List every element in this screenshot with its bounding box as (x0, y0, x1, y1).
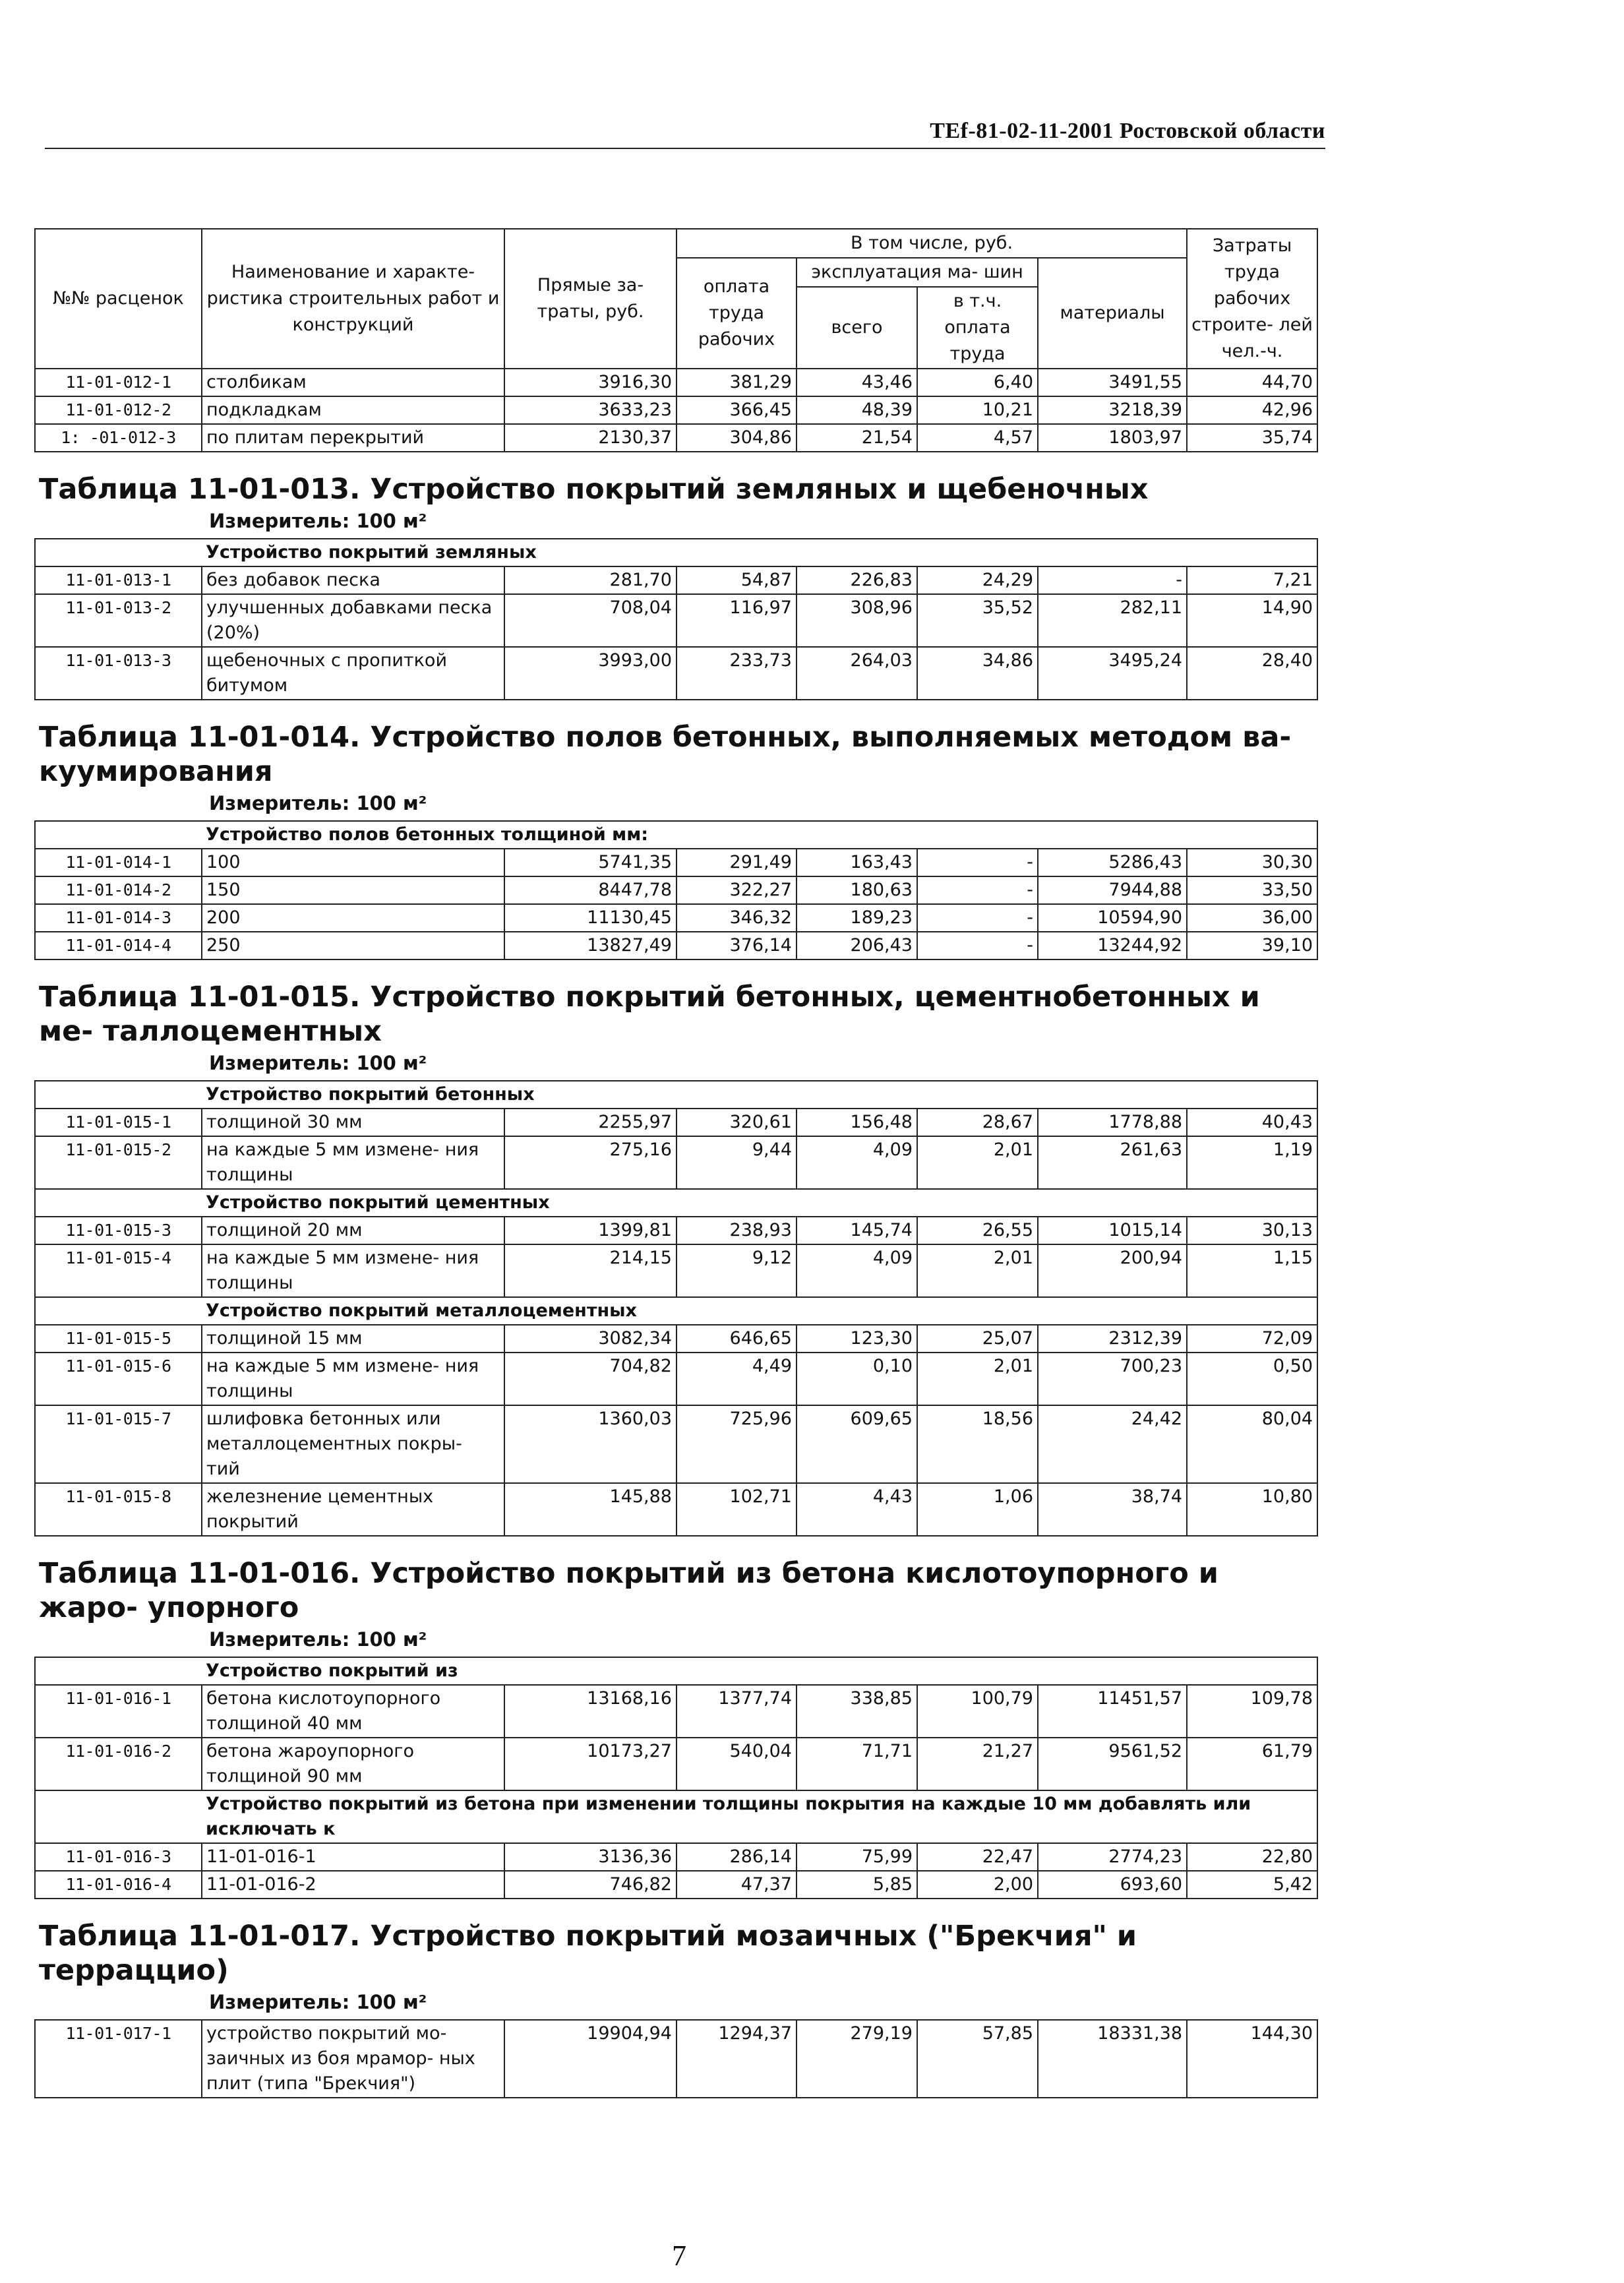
work-name-cell: 150 (202, 876, 504, 904)
machines-labor-cell: 2,01 (917, 1353, 1038, 1405)
labor-cell: 9,12 (677, 1244, 797, 1297)
group-heading-row (35, 1189, 1317, 1217)
work-name-cell: шлифовка бетонных или металлоцементных покры- тий (202, 1405, 504, 1483)
col-machines-labor-header: в т.ч. оплата труда (917, 287, 1038, 369)
group-heading: Устройство покрытий из (202, 1657, 1317, 1685)
rate-code-cell: 11-01-015-1 (35, 1109, 202, 1136)
labor-cost-cell: 30,30 (1187, 849, 1317, 876)
machines-labor-cell: 1,06 (917, 1483, 1038, 1536)
machines-labor-cell: 26,55 (917, 1217, 1038, 1244)
labor-cost-cell: 144,30 (1187, 2020, 1317, 2098)
labor-cost-cell: 109,78 (1187, 1685, 1317, 1738)
machines-labor-cell: - (917, 849, 1038, 876)
rate-code-cell: 11-01-016-1 (35, 1685, 202, 1738)
materials-cell: 7944,88 (1038, 876, 1187, 904)
measure-unit: Измеритель: 100 м² (209, 792, 427, 814)
direct-cell: 3633,23 (504, 396, 677, 424)
labor-cost-cell: 1,15 (1187, 1244, 1317, 1297)
work-name-cell: подкладкам (202, 396, 504, 424)
rate-code-cell: 11-01-014-4 (35, 932, 202, 959)
materials-cell: 693,60 (1038, 1871, 1187, 1899)
rate-code-cell: 11-01-012-2 (35, 396, 202, 424)
table-title: Таблица 11-01-013. Устройство покрытий земляных и щебеночных (39, 473, 1149, 506)
measure-unit: Измеритель: 100 м² (209, 1628, 427, 1651)
labor-cell: 540,04 (677, 1738, 797, 1790)
col-materials-header: материалы (1038, 258, 1187, 369)
machines-labor-cell: 10,21 (917, 396, 1038, 424)
table-caption-row (35, 1536, 1317, 1657)
rate-code-cell: 11-01-013-2 (35, 594, 202, 647)
labor-cell: 1294,37 (677, 2020, 797, 2098)
labor-cost-cell: 10,80 (1187, 1483, 1317, 1536)
rate-code-cell: 11-01-014-3 (35, 904, 202, 932)
materials-cell: 282,11 (1038, 594, 1187, 647)
work-name-cell: железнение цементных покрытий (202, 1483, 504, 1536)
direct-cell: 3082,34 (504, 1325, 677, 1353)
labor-cost-cell: 40,43 (1187, 1109, 1317, 1136)
machines-total-cell: 4,43 (797, 1483, 917, 1536)
direct-cell: 704,82 (504, 1353, 677, 1405)
labor-cost-cell: 80,04 (1187, 1405, 1317, 1483)
measure-unit: Измеритель: 100 м² (209, 1991, 427, 2013)
table-row (35, 369, 1317, 396)
machines-total-cell: 163,43 (797, 849, 917, 876)
materials-cell: 18331,38 (1038, 2020, 1187, 2098)
table-row (35, 849, 1317, 876)
materials-cell: 200,94 (1038, 1244, 1187, 1297)
machines-total-cell: 180,63 (797, 876, 917, 904)
table-row (35, 2020, 1317, 2098)
group-spacer-cell (35, 1189, 202, 1217)
labor-cell: 646,65 (677, 1325, 797, 1353)
table-caption (35, 700, 1317, 821)
group-heading-row (35, 539, 1317, 566)
materials-cell: 5286,43 (1038, 849, 1187, 876)
labor-cost-cell: 28,40 (1187, 647, 1317, 700)
labor-cost-cell: 7,21 (1187, 566, 1317, 594)
table-row (35, 1353, 1317, 1405)
materials-cell: 3491,55 (1038, 369, 1187, 396)
materials-cell: 1015,14 (1038, 1217, 1187, 1244)
work-name-cell: толщиной 15 мм (202, 1325, 504, 1353)
col-name-header: Наименование и характе- ристика строительных работ и конструкций (202, 229, 504, 369)
running-header: ТЕf-81-02-11-2001 Ростовской области (45, 119, 1325, 149)
direct-cell: 19904,94 (504, 2020, 677, 2098)
group-spacer-cell (35, 1790, 202, 1843)
labor-cell: 1377,74 (677, 1685, 797, 1738)
direct-cell: 145,88 (504, 1483, 677, 1536)
table-row (35, 1738, 1317, 1790)
work-name-cell: 200 (202, 904, 504, 932)
table-header (35, 229, 1317, 369)
group-heading: Устройство покрытий металлоцементных (202, 1297, 1317, 1325)
work-name-cell: улучшенных добавками песка (20%) (202, 594, 504, 647)
machines-total-cell: 609,65 (797, 1405, 917, 1483)
materials-cell: 9561,52 (1038, 1738, 1187, 1790)
group-heading: Устройство покрытий земляных (202, 539, 1317, 566)
table-title: Таблица 11-01-014. Устройство полов бетонных, выполняемых методом ва- куумирования (39, 721, 1292, 788)
group-heading-row (35, 821, 1317, 849)
labor-cost-cell: 33,50 (1187, 876, 1317, 904)
labor-cell: 238,93 (677, 1217, 797, 1244)
labor-cell: 376,14 (677, 932, 797, 959)
machines-labor-cell: 2,01 (917, 1244, 1038, 1297)
rate-code-cell: 1: -01-012-3 (35, 424, 202, 452)
table-caption (35, 452, 1317, 539)
machines-labor-cell: 28,67 (917, 1109, 1038, 1136)
direct-cell: 8447,78 (504, 876, 677, 904)
table-row (35, 396, 1317, 424)
table-caption-row (35, 1899, 1317, 2020)
labor-cost-cell: 1,19 (1187, 1136, 1317, 1189)
work-name-cell: 100 (202, 849, 504, 876)
table-caption (35, 1536, 1317, 1657)
machines-labor-cell: 21,27 (917, 1738, 1038, 1790)
labor-cell: 9,44 (677, 1136, 797, 1189)
table-caption (35, 1899, 1317, 2020)
machines-total-cell: 5,85 (797, 1871, 917, 1899)
labor-cost-cell: 5,42 (1187, 1871, 1317, 1899)
table-row (35, 1483, 1317, 1536)
rate-code-cell: 11-01-013-3 (35, 647, 202, 700)
machines-labor-cell: 25,07 (917, 1325, 1038, 1353)
direct-cell: 3136,36 (504, 1843, 677, 1871)
labor-cell: 233,73 (677, 647, 797, 700)
direct-cell: 13827,49 (504, 932, 677, 959)
materials-cell: 10594,90 (1038, 904, 1187, 932)
rate-code-cell: 11-01-015-6 (35, 1353, 202, 1405)
work-name-cell: толщиной 20 мм (202, 1217, 504, 1244)
rate-code-cell: 11-01-014-2 (35, 876, 202, 904)
group-spacer-cell (35, 1657, 202, 1685)
direct-cell: 1360,03 (504, 1405, 677, 1483)
table-row (35, 1136, 1317, 1189)
group-heading-row (35, 1297, 1317, 1325)
direct-cell: 2130,37 (504, 424, 677, 452)
machines-total-cell: 145,74 (797, 1217, 917, 1244)
machines-labor-cell: 35,52 (917, 594, 1038, 647)
table-caption-row (35, 700, 1317, 821)
work-name-cell: по плитам перекрытий (202, 424, 504, 452)
table-row (35, 876, 1317, 904)
labor-cost-cell: 36,00 (1187, 904, 1317, 932)
materials-cell: 24,42 (1038, 1405, 1187, 1483)
table-row (35, 424, 1317, 452)
machines-labor-cell: 18,56 (917, 1405, 1038, 1483)
work-name-cell: на каждые 5 мм измене- ния толщины (202, 1136, 504, 1189)
table-row (35, 1871, 1317, 1899)
group-heading-row (35, 1790, 1317, 1843)
labor-cell: 304,86 (677, 424, 797, 452)
labor-cost-cell: 72,09 (1187, 1325, 1317, 1353)
col-labor-cost-header: Затраты труда рабочих строите- лей чел.-ч. (1187, 229, 1317, 369)
labor-cell: 322,27 (677, 876, 797, 904)
materials-cell: 13244,92 (1038, 932, 1187, 959)
labor-cell: 366,45 (677, 396, 797, 424)
machines-labor-cell: 22,47 (917, 1843, 1038, 1871)
direct-cell: 2255,97 (504, 1109, 677, 1136)
table-row (35, 1325, 1317, 1353)
machines-total-cell: 156,48 (797, 1109, 917, 1136)
direct-cell: 746,82 (504, 1871, 677, 1899)
labor-cell: 346,32 (677, 904, 797, 932)
work-name-cell: на каждые 5 мм измене- ния толщины (202, 1244, 504, 1297)
work-name-cell: щебеночных с пропиткой битумом (202, 647, 504, 700)
machines-labor-cell: - (917, 904, 1038, 932)
materials-cell: 3218,39 (1038, 396, 1187, 424)
rate-code-cell: 11-01-014-1 (35, 849, 202, 876)
machines-total-cell: 48,39 (797, 396, 917, 424)
materials-cell: - (1038, 566, 1187, 594)
machines-labor-cell: 2,01 (917, 1136, 1038, 1189)
materials-cell: 38,74 (1038, 1483, 1187, 1536)
machines-labor-cell: - (917, 932, 1038, 959)
machines-total-cell: 264,03 (797, 647, 917, 700)
table-row (35, 904, 1317, 932)
table-row (35, 1685, 1317, 1738)
labor-cell: 286,14 (677, 1843, 797, 1871)
group-heading-row (35, 1657, 1317, 1685)
machines-total-cell: 338,85 (797, 1685, 917, 1738)
labor-cost-cell: 30,13 (1187, 1217, 1317, 1244)
work-name-cell: 11-01-016-2 (202, 1871, 504, 1899)
group-heading: Устройство покрытий цементных (202, 1189, 1317, 1217)
machines-total-cell: 189,23 (797, 904, 917, 932)
rate-code-cell: 11-01-016-3 (35, 1843, 202, 1871)
table-row (35, 1109, 1317, 1136)
work-name-cell: толщиной 30 мм (202, 1109, 504, 1136)
labor-cost-cell: 35,74 (1187, 424, 1317, 452)
table-row (35, 566, 1317, 594)
direct-cell: 10173,27 (504, 1738, 677, 1790)
direct-cell: 5741,35 (504, 849, 677, 876)
direct-cell: 214,15 (504, 1244, 677, 1297)
work-name-cell: 11-01-016-1 (202, 1843, 504, 1871)
machines-total-cell: 43,46 (797, 369, 917, 396)
machines-total-cell: 123,30 (797, 1325, 917, 1353)
machines-total-cell: 226,83 (797, 566, 917, 594)
table-row (35, 932, 1317, 959)
machines-labor-cell: 100,79 (917, 1685, 1038, 1738)
materials-cell: 700,23 (1038, 1353, 1187, 1405)
direct-cell: 3916,30 (504, 369, 677, 396)
machines-total-cell: 21,54 (797, 424, 917, 452)
materials-cell: 1778,88 (1038, 1109, 1187, 1136)
machines-labor-cell: 4,57 (917, 424, 1038, 452)
work-name-cell: столбикам (202, 369, 504, 396)
table-title: Таблица 11-01-016. Устройство покрытий из бетона кислотоупорного и жаро- упорного (39, 1557, 1218, 1624)
col-code-header: №№ расценок (35, 229, 202, 369)
table-row (35, 1843, 1317, 1871)
table-body (35, 369, 1317, 2098)
work-name-cell: устройство покрытий мо- заичных из боя мрамор- ных плит (типа "Брекчия") (202, 2020, 504, 2098)
labor-cell: 320,61 (677, 1109, 797, 1136)
labor-cost-cell: 44,70 (1187, 369, 1317, 396)
machines-total-cell: 0,10 (797, 1353, 917, 1405)
machines-total-cell: 75,99 (797, 1843, 917, 1871)
table-title: Таблица 11-01-015. Устройство покрытий бетонных, цементнобетонных и ме- таллоцементных (39, 981, 1260, 1048)
measure-unit: Измеритель: 100 м² (209, 510, 427, 532)
machines-labor-cell: 2,00 (917, 1871, 1038, 1899)
machines-labor-cell: 6,40 (917, 369, 1038, 396)
machines-labor-cell: 24,29 (917, 566, 1038, 594)
labor-cell: 47,37 (677, 1871, 797, 1899)
group-spacer-cell (35, 1081, 202, 1109)
direct-cell: 1399,81 (504, 1217, 677, 1244)
measure-unit: Измеритель: 100 м² (209, 1052, 427, 1074)
materials-cell: 2312,39 (1038, 1325, 1187, 1353)
col-direct-header: Прямые за- траты, руб. (504, 229, 677, 369)
machines-total-cell: 4,09 (797, 1136, 917, 1189)
table-row (35, 1405, 1317, 1483)
estimate-table (34, 228, 1318, 2098)
work-name-cell: бетона жароупорного толщиной 90 мм (202, 1738, 504, 1790)
table-title: Таблица 11-01-017. Устройство покрытий мозаичных ("Брекчия" и терраццио) (39, 1920, 1137, 1987)
group-spacer-cell (35, 1297, 202, 1325)
machines-total-cell: 308,96 (797, 594, 917, 647)
labor-cost-cell: 0,50 (1187, 1353, 1317, 1405)
page-number: 7 (672, 2239, 686, 2272)
table-row (35, 1217, 1317, 1244)
machines-total-cell: 206,43 (797, 932, 917, 959)
materials-cell: 11451,57 (1038, 1685, 1187, 1738)
rate-code-cell: 11-01-013-1 (35, 566, 202, 594)
direct-cell: 275,16 (504, 1136, 677, 1189)
rate-code-cell: 11-01-015-8 (35, 1483, 202, 1536)
labor-cost-cell: 39,10 (1187, 932, 1317, 959)
rate-code-cell: 11-01-015-4 (35, 1244, 202, 1297)
col-labor-header: оплата труда рабочих (677, 258, 797, 369)
group-spacer-cell (35, 821, 202, 849)
labor-cell: 291,49 (677, 849, 797, 876)
col-machines-header: эксплуатация ма- шин (797, 258, 1038, 287)
col-incl-group-header: В том числе, руб. (677, 229, 1187, 258)
group-spacer-cell (35, 539, 202, 566)
rate-code-cell: 11-01-015-7 (35, 1405, 202, 1483)
group-heading-row (35, 1081, 1317, 1109)
col-machines-total-header: всего (797, 287, 917, 369)
labor-cell: 116,97 (677, 594, 797, 647)
group-heading: Устройство покрытий бетонных (202, 1081, 1317, 1109)
materials-cell: 2774,23 (1038, 1843, 1187, 1871)
machines-labor-cell: 34,86 (917, 647, 1038, 700)
work-name-cell: на каждые 5 мм измене- ния толщины (202, 1353, 504, 1405)
machines-total-cell: 279,19 (797, 2020, 917, 2098)
direct-cell: 3993,00 (504, 647, 677, 700)
direct-cell: 281,70 (504, 566, 677, 594)
work-name-cell: без добавок песка (202, 566, 504, 594)
machines-labor-cell: - (917, 876, 1038, 904)
rate-code-cell: 11-01-016-2 (35, 1738, 202, 1790)
labor-cell: 102,71 (677, 1483, 797, 1536)
direct-cell: 13168,16 (504, 1685, 677, 1738)
rate-code-cell: 11-01-012-1 (35, 369, 202, 396)
labor-cell: 54,87 (677, 566, 797, 594)
labor-cost-cell: 22,80 (1187, 1843, 1317, 1871)
materials-cell: 1803,97 (1038, 424, 1187, 452)
rate-code-cell: 11-01-015-5 (35, 1325, 202, 1353)
group-heading: Устройство полов бетонных толщиной мм: (202, 821, 1317, 849)
table-caption-row (35, 452, 1317, 539)
labor-cell: 725,96 (677, 1405, 797, 1483)
machines-total-cell: 4,09 (797, 1244, 917, 1297)
table-caption-row (35, 959, 1317, 1081)
direct-cell: 708,04 (504, 594, 677, 647)
group-heading: Устройство покрытий из бетона при изменении толщины покрытия на каждые 10 мм добавлять или исключать к (202, 1790, 1317, 1843)
table-row (35, 1244, 1317, 1297)
rate-code-cell: 11-01-016-4 (35, 1871, 202, 1899)
materials-cell: 3495,24 (1038, 647, 1187, 700)
table-row (35, 594, 1317, 647)
machines-total-cell: 71,71 (797, 1738, 917, 1790)
materials-cell: 261,63 (1038, 1136, 1187, 1189)
table-row (35, 647, 1317, 700)
labor-cost-cell: 14,90 (1187, 594, 1317, 647)
machines-labor-cell: 57,85 (917, 2020, 1038, 2098)
rate-code-cell: 11-01-015-2 (35, 1136, 202, 1189)
labor-cost-cell: 61,79 (1187, 1738, 1317, 1790)
labor-cell: 4,49 (677, 1353, 797, 1405)
labor-cell: 381,29 (677, 369, 797, 396)
rate-code-cell: 11-01-017-1 (35, 2020, 202, 2098)
labor-cost-cell: 42,96 (1187, 396, 1317, 424)
work-name-cell: 250 (202, 932, 504, 959)
table-caption (35, 959, 1317, 1081)
rate-code-cell: 11-01-015-3 (35, 1217, 202, 1244)
direct-cell: 11130,45 (504, 904, 677, 932)
work-name-cell: бетона кислотоупорного толщиной 40 мм (202, 1685, 504, 1738)
